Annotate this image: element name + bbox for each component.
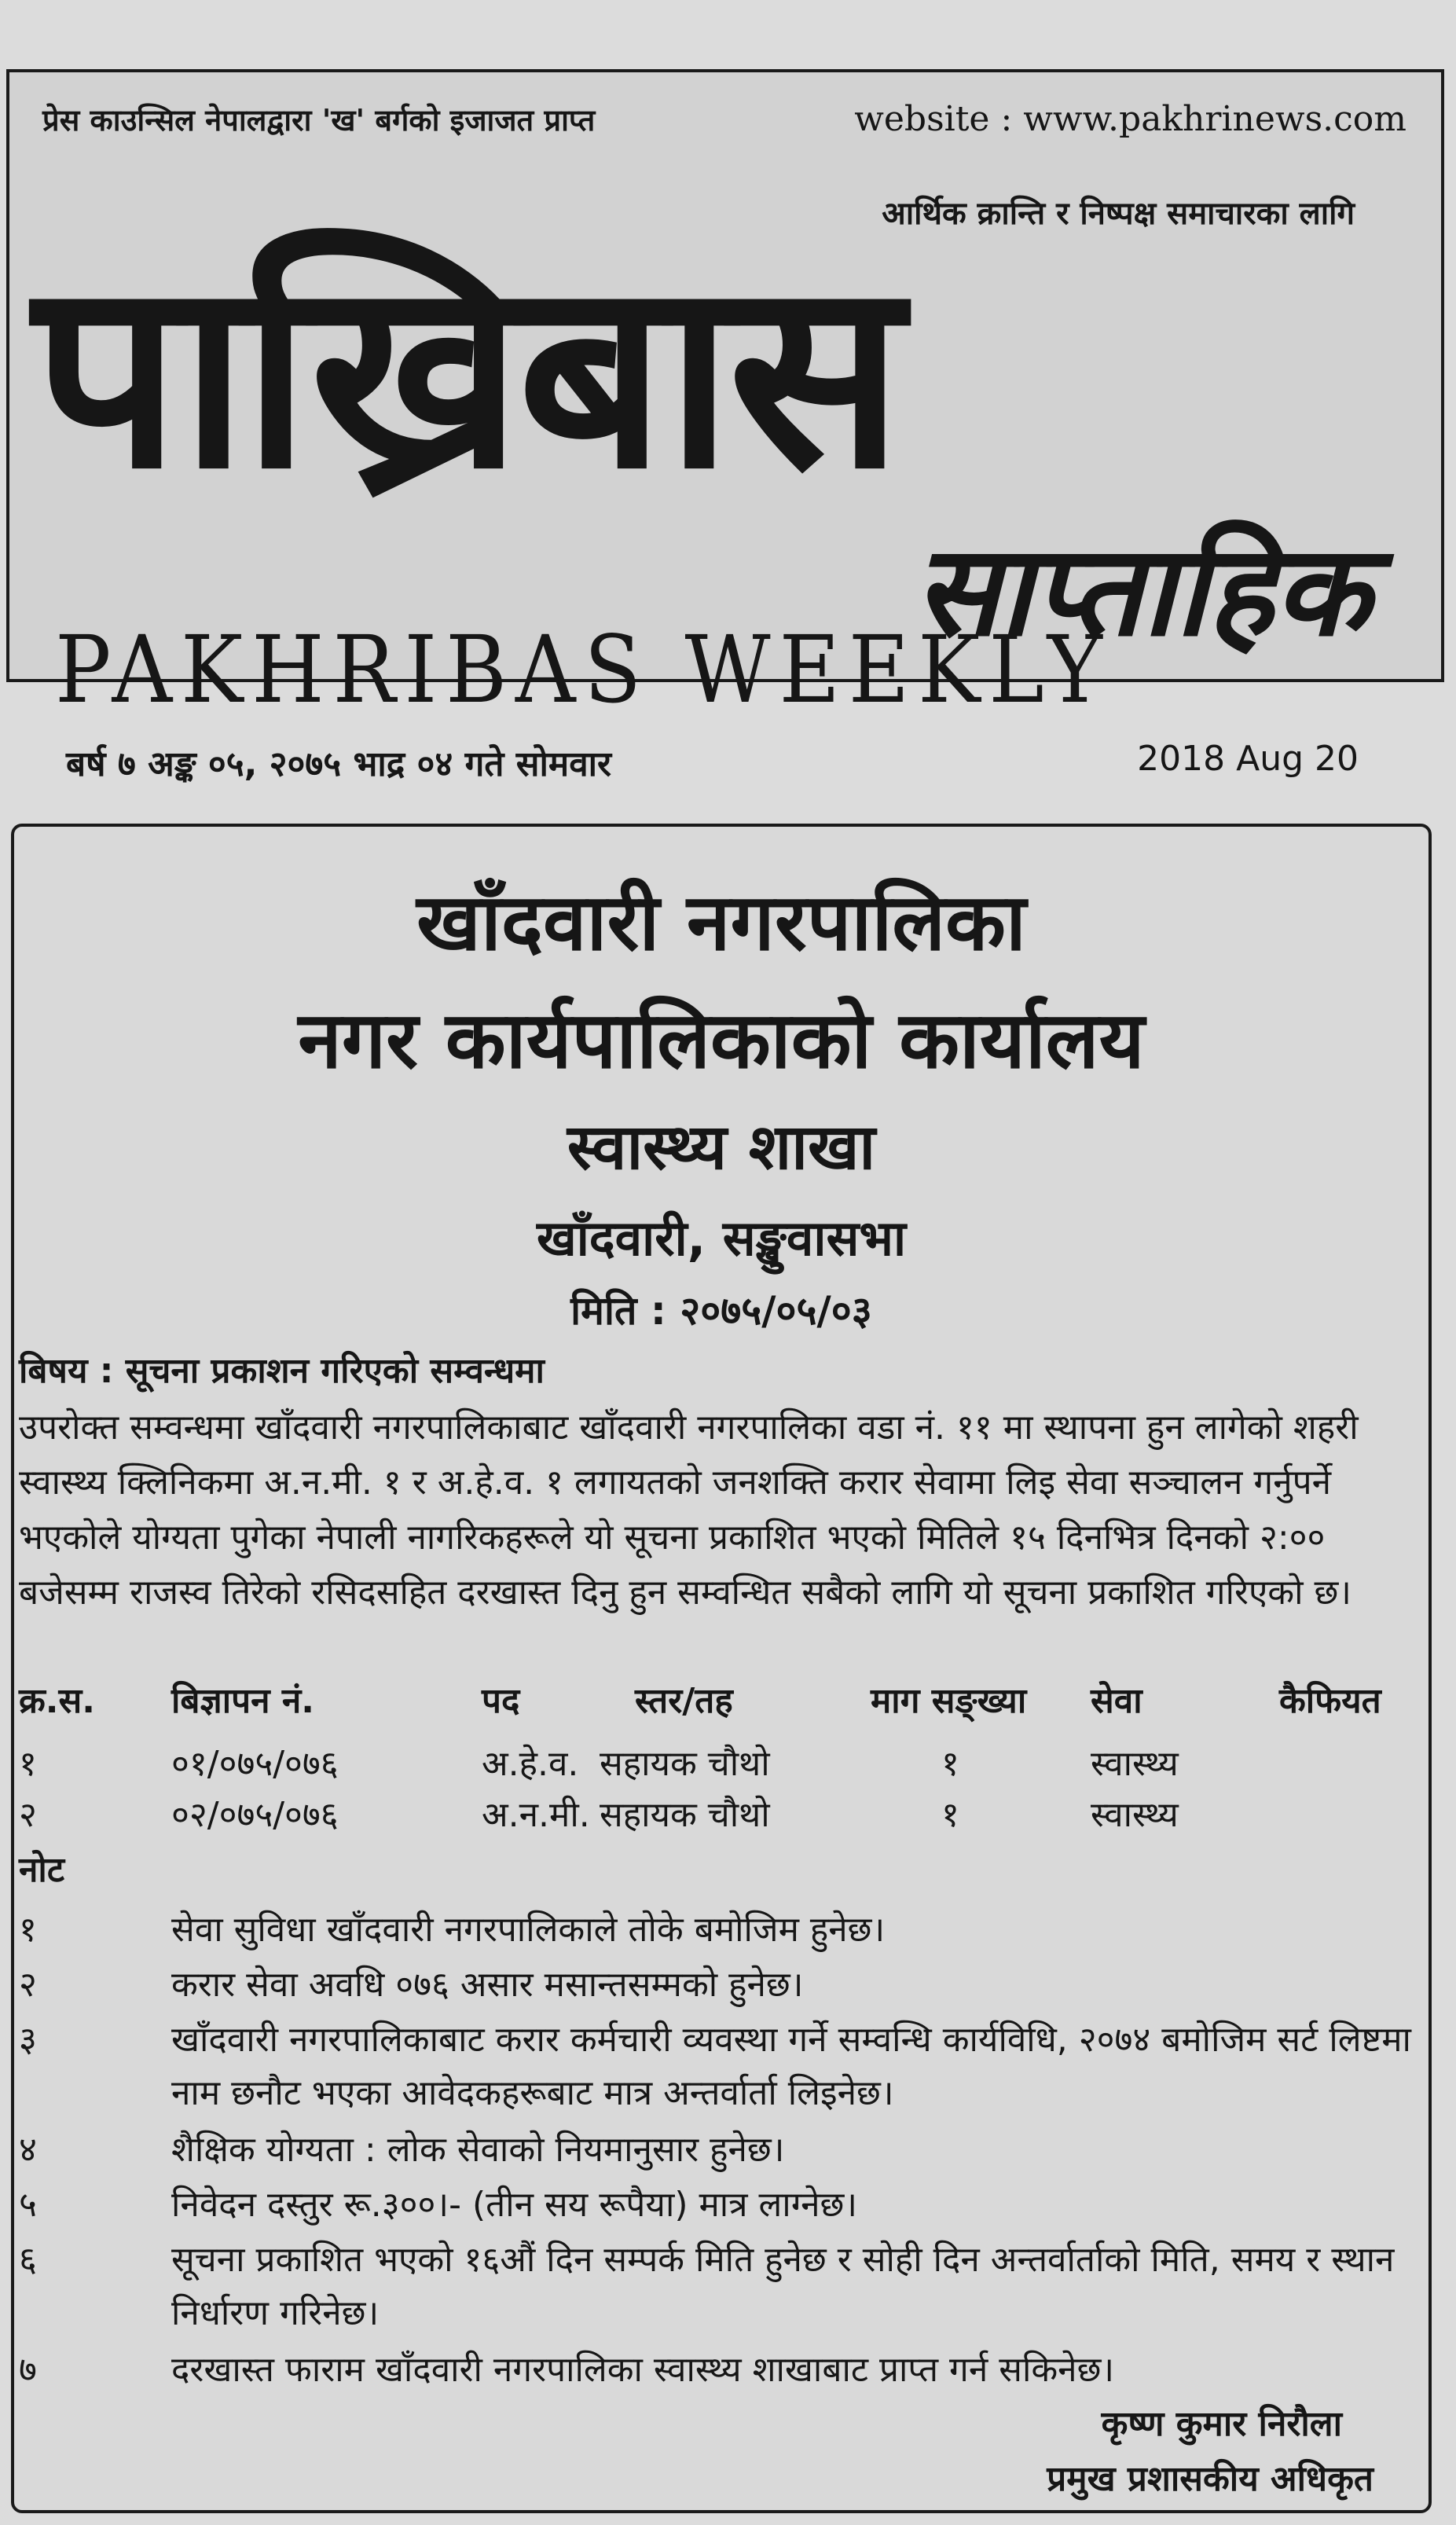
- note-text: करार सेवा अवधि ०७६ असार मसान्तसम्मको हुनेछ।: [171, 1965, 804, 2005]
- col-ad-number: बिज्ञापन नं.: [171, 1681, 314, 1721]
- cell-serial: १: [19, 1744, 37, 1784]
- issue-english-date: 2018 Aug 20: [1137, 739, 1359, 779]
- note-number: ६: [19, 2240, 37, 2280]
- note-text: शैक्षिक योग्यता : लोक सेवाको नियमानुसार हुनेछ।: [171, 2130, 785, 2170]
- newspaper-title: पाख्रिबास: [33, 224, 899, 526]
- col-serial: क्र.स.: [19, 1681, 95, 1721]
- cell-ad-number: ०२/०७५/०७६: [171, 1795, 339, 1835]
- col-remarks: कैफियत: [1279, 1681, 1381, 1721]
- website-text: website : www.pakhrinews.com: [854, 99, 1406, 139]
- signatory-name: कृष्ण कुमार निरौला: [1101, 2404, 1342, 2444]
- notice-heading-municipality: खाँदवारी नगरपालिका: [416, 876, 1026, 968]
- note-number: २: [19, 1965, 37, 2005]
- cell-serial: २: [19, 1795, 37, 1835]
- tagline: आर्थिक क्रान्ति र निष्पक्ष समाचारका लागि: [882, 196, 1355, 232]
- col-demand-count: माग सङ्ख्या: [871, 1681, 1027, 1721]
- note-text: सूचना प्रकाशित भएको १६औं दिन सम्पर्क मिति हुनेछ र सोही दिन अन्तर्वार्ताको मिति, समय र स्थान निर्धारण गरिनेछ।: [171, 2240, 1395, 2333]
- notice-subject: बिषय : सूचना प्रकाशन गरिएको सम्वन्धमा: [19, 1351, 545, 1391]
- table-row: [14, 1789, 1421, 1837]
- newspaper-english-title: PAKHRIBAS WEEKLY: [55, 615, 1111, 724]
- note-number: १: [19, 1910, 37, 1950]
- notice-body: उपरोक्त सम्वन्धमा खाँदवारी नगरपालिकाबाट खाँदवारी नगरपालिका वडा नं. ११ मा स्थापना हुन लागेको शहरी स्वास्थ्य क्लिनिकमा अ.न.मी. १ र अ.हे.व. १ लगायतको जनशक्ति करार सेवामा लिइ सेवा सञ्चालन गर्नुपर्ने भएकोले योग्यता पुगेका नेपाली नागरिकहरूले यो सूचना प्रकाशित भएको मितिले १५ दिनभित्र दिनको २:०० बजेसम्म राजस्व तिरेको रसिदसहित दरखास्त दिनु हुन सम्वन्धित सबैको लागि यो सूचना प्रकाशित गरिएको छ।: [19, 1407, 1359, 1613]
- cell-post: अ.हे.व.: [482, 1744, 579, 1784]
- cell-service: स्वास्थ्य: [1091, 1744, 1179, 1784]
- note-text: दरखास्त फाराम खाँदवारी नगरपालिका स्वास्थ्य शाखाबाट प्राप्त गर्न सकिनेछ।: [171, 2350, 1115, 2390]
- cell-post: अ.न.मी.: [482, 1795, 590, 1835]
- note-number: ५: [19, 2185, 37, 2225]
- newspaper-subtitle: साप्ताहिक: [914, 517, 1370, 664]
- note-number: ४: [19, 2130, 37, 2170]
- note-number: ७: [19, 2350, 37, 2390]
- note-text: सेवा सुविधा खाँदवारी नगरपालिकाले तोके बमोजिम हुनेछ।: [171, 1910, 886, 1950]
- col-level: स्तर/तह: [635, 1681, 733, 1721]
- notice-heading-section: स्वास्थ्य शाखा: [567, 1110, 876, 1184]
- table-header: [14, 1675, 1421, 1723]
- license-text: प्रेस काउन्सिल नेपालद्वारा 'ख' बर्गको इजाजत प्राप्त: [42, 103, 596, 138]
- note-number: ३: [19, 2020, 37, 2060]
- notice-location: खाँदवारी, सङ्खुवासभा: [536, 1209, 907, 1267]
- notice-heading-office: नगर कार्यपालिकाको कार्यालय: [298, 994, 1145, 1086]
- signatory-title: प्रमुख प्रशासकीय अधिकृत: [1047, 2459, 1373, 2499]
- cell-level: सहायक चौथो: [600, 1795, 770, 1835]
- masthead: [6, 69, 1444, 724]
- note-text: खाँदवारी नगरपालिकाबाट करार कर्मचारी व्यवस्था गर्ने सम्वन्धि कार्यविधि, २०७४ बमोजिम सर्ट लिष्टमा नाम छनौट भएका आवेदकहरूबाट मात्र अन्तर्वार्ता लिइनेछ।: [171, 2020, 1411, 2113]
- notice-date: मिति : २०७५/०५/०३: [570, 1288, 872, 1334]
- notes-heading: नोट: [19, 1850, 64, 1890]
- public-notice: [11, 824, 1432, 2513]
- cell-level: सहायक चौथो: [600, 1744, 770, 1784]
- issue-info: बर्ष ७ अङ्क ०५, २०७५ भाद्र ०४ गते सोमवार: [66, 744, 612, 784]
- cell-demand-count: १: [941, 1744, 959, 1784]
- note-text: निवेदन दस्तुर रू.३००।- (तीन सय रूपैया) मात्र लाग्नेछ।: [171, 2185, 858, 2225]
- col-post: पद: [482, 1681, 520, 1721]
- col-service: सेवा: [1091, 1681, 1142, 1721]
- cell-service: स्वास्थ्य: [1091, 1795, 1179, 1835]
- cell-demand-count: १: [941, 1795, 959, 1835]
- table-row: [14, 1738, 1421, 1785]
- cell-ad-number: ०१/०७५/०७६: [171, 1744, 339, 1784]
